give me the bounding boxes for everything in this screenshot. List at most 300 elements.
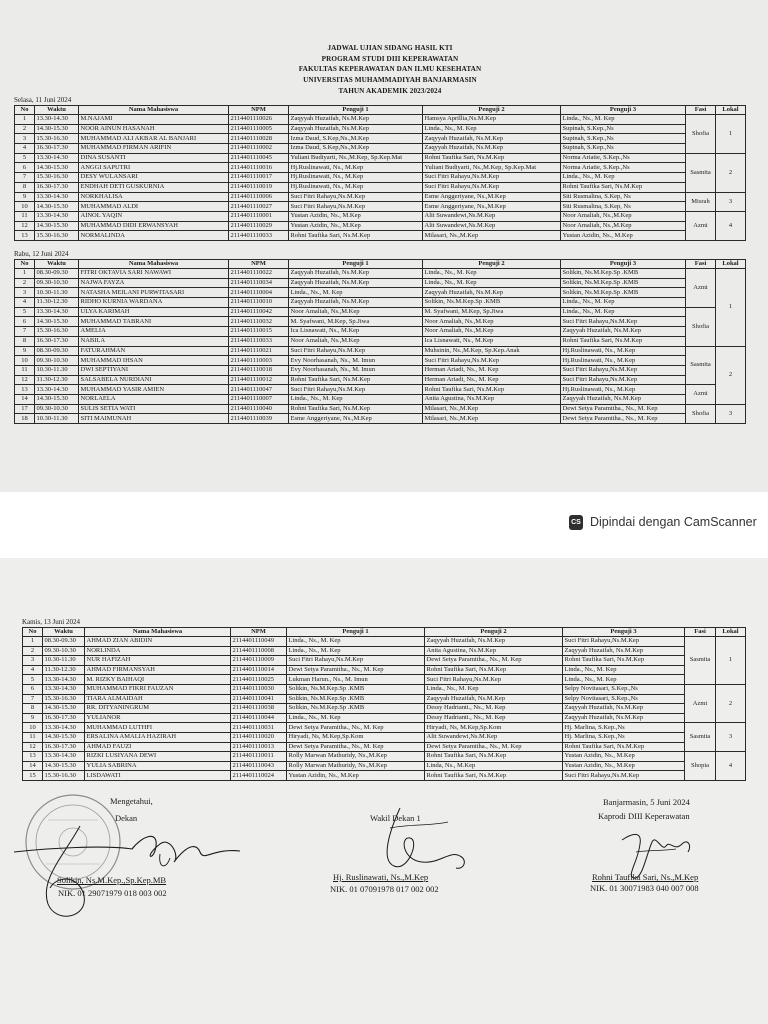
cell-nama-mahasiswa: NUR HAFIZAH <box>85 656 231 666</box>
cell-penguji-2: Ica Lisnawati, Ns., M.Kep <box>423 336 561 346</box>
cell-npm: 2114401110004 <box>229 288 289 298</box>
cell-penguji-2: Yuliani Budiyarti, Ns.,M.Kep, Sp.Kep.Mat <box>423 163 561 173</box>
title-line-3: FAKULTAS KEPERAWATAN DAN ILMU KESEHATAN <box>298 65 482 74</box>
cell-waktu: 14.30-15.30 <box>43 732 85 742</box>
cell-penguji-1: Solikin, Ns.M.Kep.Sp .KMB <box>287 694 425 704</box>
cell-penguji-2: Zaqyyah Huzaifah, Ns.M.Kep <box>423 288 561 298</box>
cell-no: 12 <box>23 742 43 752</box>
cell-no: 7 <box>23 694 43 704</box>
table-header-row <box>15 106 746 115</box>
cell-no: 13 <box>23 752 43 762</box>
table-row <box>15 192 746 202</box>
table-row <box>23 771 746 781</box>
cell-nama-mahasiswa: ULYA KARIMAH <box>79 307 229 317</box>
cell-waktu: 14.30-15.30 <box>35 317 79 327</box>
table-row <box>23 713 746 723</box>
title-line-2: PROGRAM STUDI DIII KEPERAWATAN <box>321 54 459 63</box>
cell-lokal: 4 <box>716 211 746 240</box>
cell-waktu: 08.30-09.30 <box>43 637 85 647</box>
cell-penguji-3: Selpy Novitasari, S.Kep.,Ns <box>563 694 685 704</box>
cell-penguji-3: Suci Fitri Rahayu,Ns.M.Kep <box>561 375 686 385</box>
cell-penguji-1: Lukman Harun., Ns., M. Imun <box>287 675 425 685</box>
cell-penguji-2: Linda., Ns., M. Kep <box>423 278 561 288</box>
table-row <box>23 665 746 675</box>
header-nama-mahasiswa: Nama Mahasiswa <box>85 628 231 637</box>
cell-penguji-3: Zaqyyah Huzaifah, Ns.M.Kep <box>561 327 686 337</box>
exam-table-selasa <box>14 105 746 241</box>
cell-penguji-1: Yustan Azidin, Ns., M.Kep <box>289 211 423 221</box>
table-row <box>15 163 746 173</box>
cell-waktu: 09.30-10.30 <box>35 356 79 366</box>
cell-fasi: Shofia <box>686 307 716 346</box>
cell-waktu: 13.30-14.30 <box>43 752 85 762</box>
header-penguji-3: Penguji 3 <box>563 628 685 637</box>
cell-penguji-2: Esme Anggeriyane, Ns.,M.Kep <box>423 192 561 202</box>
table-row <box>15 317 746 327</box>
cell-penguji-1: Ica Lisnawati, Ns., M.Kep <box>289 327 423 337</box>
cell-penguji-3: Hj.Ruslinawati, Ns., M.Kep <box>561 346 686 356</box>
cell-waktu: 14.30-15.30 <box>43 761 85 771</box>
header-fasi: Fasi <box>686 106 716 115</box>
cell-penguji-1: Rohni Taufika Sari, Ns.M.Kep <box>289 231 423 241</box>
cell-no: 10 <box>15 202 35 212</box>
cell-no: 5 <box>15 307 35 317</box>
cell-nama-mahasiswa: RIDHO KURNIA WARDANA <box>79 298 229 308</box>
cell-penguji-3: Hj. Marlina, S.Kep.,Ns <box>563 732 685 742</box>
cell-no: 4 <box>15 298 35 308</box>
cell-fasi: Shofia <box>686 115 716 154</box>
title-line-1: JADWAL UJIAN SIDANG HASIL KTI <box>327 44 453 52</box>
cell-lokal: 3 <box>716 192 746 211</box>
place-date: Banjarmasin, 5 Juni 2024 <box>603 797 690 807</box>
camscanner-label: Dipindai dengan CamScanner <box>590 515 757 529</box>
table-row <box>23 723 746 733</box>
cell-no: 12 <box>15 221 35 231</box>
cell-lokal: 4 <box>716 752 746 781</box>
cell-npm: 2114401110025 <box>231 675 287 685</box>
cell-penguji-3: Dewi Setya Paramitha., Ns., M. Kep <box>561 404 686 414</box>
table-row <box>15 336 746 346</box>
cell-penguji-3: Suci Fitri Rahayu,Ns.M.Kep <box>561 317 686 327</box>
cell-penguji-1: Linda., Ns., M. Kep <box>287 713 425 723</box>
day-label-selasa: Selasa, 11 Juni 2024 <box>14 96 72 104</box>
cell-waktu: 09.30-10.30 <box>43 646 85 656</box>
cell-waktu: 16.30-17.30 <box>35 182 79 192</box>
cell-nama-mahasiswa: DESY WULANSARI <box>79 173 229 183</box>
header-npm: NPM <box>229 106 289 115</box>
cell-penguji-2: Zaqyyah Huzaifah, Ns.M.Kep <box>423 144 561 154</box>
cell-npm: 2114401110013 <box>231 742 287 752</box>
table-row <box>15 211 746 221</box>
exam-table-kamis <box>22 627 746 781</box>
cell-nama-mahasiswa: SALSABELA NURDIANI <box>79 375 229 385</box>
cell-penguji-2: Linda., Ns., M. Kep <box>425 684 563 694</box>
cell-no: 7 <box>15 327 35 337</box>
cell-penguji-2: Hiryadi, Ns, M.Kep,Sp.Kom <box>425 723 563 733</box>
cell-penguji-1: Evy Noorhasanah, Ns., M. Imun <box>289 356 423 366</box>
camscanner-badge <box>569 512 757 532</box>
cell-waktu: 15.30-16.30 <box>35 134 79 144</box>
cell-fasi: Sasmita <box>686 153 716 192</box>
camscanner-logo-icon: CS <box>569 515 583 530</box>
cell-waktu: 15.30-16.30 <box>35 173 79 183</box>
cell-npm: 2114401110049 <box>231 637 287 647</box>
cell-penguji-2: Suci Fitri Rahayu,Ns.M.Kep <box>423 173 561 183</box>
cell-nama-mahasiswa: YULIANOR <box>85 713 231 723</box>
cell-penguji-1: Yuliani Budiyarti, Ns.,M.Kep, Sp.Kep.Mat <box>289 153 423 163</box>
cell-no: 15 <box>23 771 43 781</box>
dekan-nik: NIK. 01 29071979 018 003 002 <box>58 888 167 898</box>
cell-penguji-2: M. Syafwani, M.Kep, Sp.Jiwa <box>423 307 561 317</box>
cell-npm: 2114401110029 <box>229 221 289 231</box>
table-row <box>23 752 746 762</box>
kaprodi-title: Kaprodi DIII Keperawatan <box>598 811 690 821</box>
cell-nama-mahasiswa: NOOR AINUN HASANAH <box>79 124 229 134</box>
cell-penguji-3: Norma Ariatie, S.Kep.,Ns <box>561 163 686 173</box>
header-lokal: Lokal <box>716 628 746 637</box>
cell-nama-mahasiswa: NABILA <box>79 336 229 346</box>
table-row <box>15 134 746 144</box>
cell-nama-mahasiswa: ANGGI SAPUTRI <box>79 163 229 173</box>
cell-penguji-1: Zaqyyah Huzaifah, Ns.M.Kep <box>289 278 423 288</box>
cell-npm: 2114401110039 <box>229 414 289 424</box>
cell-nama-mahasiswa: NORLAELA <box>79 394 229 404</box>
cell-npm: 2114401110012 <box>229 375 289 385</box>
cell-npm: 2114401110020 <box>231 732 287 742</box>
table-header-row <box>23 628 746 637</box>
cell-penguji-2: Milasari, Ns.,M.Kep <box>423 404 561 414</box>
cell-penguji-1: Esme Anggeriyane, Ns.,M.Kep <box>289 414 423 424</box>
cell-penguji-3: Solikin, Ns.M.Kep.Sp .KMB <box>561 288 686 298</box>
cell-penguji-2: Noor Amaliah, Ns.,M.Kep <box>423 327 561 337</box>
cell-npm: 2114401110022 <box>229 269 289 279</box>
cell-nama-mahasiswa: AHMAD ZIAN ABIDIN <box>85 637 231 647</box>
cell-no: 3 <box>23 656 43 666</box>
cell-penguji-2: Suci Fitri Rahayu,Ns.M.Kep <box>423 182 561 192</box>
cell-lokal: 2 <box>716 346 746 404</box>
table-row <box>15 298 746 308</box>
cell-penguji-1: Zaqyyah Huzaifah, Ns.M.Kep <box>289 115 423 125</box>
header-nama-mahasiswa: Nama Mahasiswa <box>79 106 229 115</box>
cell-penguji-3: Suci Fitri Rahayu,Ns.M.Kep <box>563 637 685 647</box>
cell-penguji-3: Rohni Taufika Sari, Ns.M.Kep <box>563 656 685 666</box>
table-row <box>15 375 746 385</box>
cell-no: 3 <box>15 288 35 298</box>
cell-penguji-1: Dewi Setya Paramitha., Ns., M. Kep <box>287 665 425 675</box>
cell-npm: 2114401110041 <box>231 694 287 704</box>
cell-fasi: Sasmita <box>686 346 716 385</box>
header-waktu: Waktu <box>35 260 79 269</box>
table-row <box>23 732 746 742</box>
cell-penguji-2: Zaqyyah Huzaifah, Ns.M.Kep <box>425 694 563 704</box>
table-row <box>23 704 746 714</box>
table-row <box>15 307 746 317</box>
cell-fasi: Azmi <box>686 269 716 308</box>
cell-no: 10 <box>15 356 35 366</box>
cell-lokal: 2 <box>716 684 746 722</box>
cell-waktu: 11.30-12.30 <box>35 298 79 308</box>
header-penguji-1: Penguji 1 <box>289 260 423 269</box>
cell-penguji-2: Rohni Taufika Sari, Ns.M.Kep <box>425 771 563 781</box>
cell-penguji-2: Anita Agustina, Ns.M.Kep <box>423 394 561 404</box>
cell-no: 11 <box>15 211 35 221</box>
day-label-kamis: Kamis, 13 Juni 2024 <box>22 618 80 626</box>
cell-waktu: 13.30-14.30 <box>35 115 79 125</box>
wakil-dekan-nik: NIK. 01 07091978 017 002 002 <box>330 884 439 894</box>
table-row <box>15 288 746 298</box>
table-row <box>15 153 746 163</box>
cell-penguji-1: Linda., Ns., M. Kep <box>287 637 425 647</box>
cell-npm: 2114401110033 <box>229 336 289 346</box>
cell-nama-mahasiswa: M. RIZKY BAIHAQI <box>85 675 231 685</box>
cell-penguji-2: Esme Anggeriyane, Ns.,M.Kep <box>423 202 561 212</box>
table-row <box>15 327 746 337</box>
cell-no: 4 <box>23 665 43 675</box>
table-row <box>15 346 746 356</box>
cell-npm: 2114401110017 <box>229 173 289 183</box>
header-penguji-3: Penguji 3 <box>561 260 686 269</box>
cell-nama-mahasiswa: NORKHALISA <box>79 192 229 202</box>
cell-nama-mahasiswa: MUHAMMAD FIRMAN ARIFIN <box>79 144 229 154</box>
cell-fasi: Misrah <box>686 192 716 211</box>
cell-npm: 2114401110015 <box>229 327 289 337</box>
header-waktu: Waktu <box>43 628 85 637</box>
cell-penguji-3: Hj.Ruslinawati, Ns., M.Kep <box>561 356 686 366</box>
header-penguji-1: Penguji 1 <box>289 106 423 115</box>
cell-penguji-3: Noor Amaliah, Ns.,M.Kep <box>561 211 686 221</box>
dekan-name: Solikin, Ns.M.Kep.,Sp.Kep.MB <box>57 875 167 885</box>
cell-penguji-1: Hj.Ruslinawati, Ns., M.Kep <box>289 163 423 173</box>
cell-nama-mahasiswa: ENDHAH DETI GUSKURNIA <box>79 182 229 192</box>
cell-penguji-1: Dewi Setya Paramitha., Ns., M. Kep <box>287 742 425 752</box>
cell-penguji-1: Suci Fitri Rahayu,Ns.M.Kep <box>289 202 423 212</box>
cell-penguji-1: Solikin, Ns.M.Kep.Sp .KMB <box>287 684 425 694</box>
cell-waktu: 13.30-14.30 <box>43 684 85 694</box>
cell-waktu: 10.30-11.30 <box>35 365 79 375</box>
cell-nama-mahasiswa: FITRI OKTAVIA SARI NAWAWI <box>79 269 229 279</box>
cell-penguji-2: Milasari, Ns.,M.Kep <box>423 231 561 241</box>
cell-penguji-2: Muhsinin, Ns.,M.Kep, Sp.Kep.Anak <box>423 346 561 356</box>
cell-penguji-1: Zaqyyah Huzaifah, Ns.M.Kep <box>289 269 423 279</box>
cell-npm: 2114401110028 <box>229 134 289 144</box>
cell-penguji-2: Dessy Hadrianti., Ns., M. Kep <box>425 704 563 714</box>
cell-nama-mahasiswa: AINOL YAQIN <box>79 211 229 221</box>
cell-npm: 2114401110030 <box>231 684 287 694</box>
cell-no: 3 <box>15 134 35 144</box>
cell-penguji-2: Suci Fitri Rahayu,Ns.M.Kep <box>425 675 563 685</box>
table-row <box>15 394 746 404</box>
cell-nama-mahasiswa: MUHAMMAD TABRANI <box>79 317 229 327</box>
cell-waktu: 13.30-14.30 <box>43 675 85 685</box>
cell-waktu: 15.30-16.30 <box>35 327 79 337</box>
cell-waktu: 09.30-10.30 <box>35 278 79 288</box>
cell-nama-mahasiswa: DINA SUSANTI <box>79 153 229 163</box>
cell-no: 5 <box>15 153 35 163</box>
cell-penguji-2: Herman Ariadi, Ns., M. Kep <box>423 365 561 375</box>
cell-penguji-2: Rohni Taufika Sari, Ns.M.Kep <box>423 385 561 395</box>
cell-npm: 2114401110021 <box>229 346 289 356</box>
cell-waktu: 08.30-09.30 <box>35 346 79 356</box>
cell-penguji-2: Zaqyyah Huzaifah, Ns.M.Kep <box>425 637 563 647</box>
cell-nama-mahasiswa: MUHAMMAD FIKRI FAUZAN <box>85 684 231 694</box>
cell-penguji-3: Zaqyyah Huzaifah, Ns.M.Kep <box>561 394 686 404</box>
title-line-5: TAHUN AKADEMIK 2023/2024 <box>338 86 442 95</box>
table-row <box>15 365 746 375</box>
table-row <box>23 761 746 771</box>
cell-penguji-3: Linda., Ns., M. Kep <box>561 307 686 317</box>
cell-waktu: 14.30-15.30 <box>35 124 79 134</box>
table-row <box>23 742 746 752</box>
cell-penguji-2: Noor Amaliah, Ns.,M.Kep <box>423 317 561 327</box>
cell-penguji-2: Alit Suwandewi,Ns.M.Kep <box>425 732 563 742</box>
table-row <box>15 221 746 231</box>
cell-penguji-3: Zaqyyah Huzaifah, Ns.M.Kep <box>563 646 685 656</box>
cell-npm: 2114401110042 <box>229 307 289 317</box>
header-npm: NPM <box>231 628 287 637</box>
cell-penguji-3: Supinah, S.Kep.,Ns <box>561 144 686 154</box>
document-title <box>190 43 590 97</box>
cell-penguji-2: Alit Suwandewi,Ns.M.Kep <box>423 211 561 221</box>
cell-no: 1 <box>15 269 35 279</box>
cell-penguji-3: Linda., Ns., M. Kep <box>561 115 686 125</box>
cell-waktu: 13.30-14.30 <box>35 307 79 317</box>
header-penguji-2: Penguji 2 <box>423 260 561 269</box>
cell-waktu: 13.30-14.30 <box>35 385 79 395</box>
header-npm: NPM <box>229 260 289 269</box>
cell-penguji-3: Hj. Marlina, S.Kep.,Ns <box>563 723 685 733</box>
cell-npm: 2114401110001 <box>229 211 289 221</box>
cell-penguji-3: Yustan Azidin, Ns., M.Kep <box>561 231 686 241</box>
cell-penguji-3: Zaqyyah Huzaifah, Ns.M.Kep <box>563 713 685 723</box>
cell-penguji-3: Solikin, Ns.M.Kep.Sp .KMB <box>561 269 686 279</box>
table-row <box>15 173 746 183</box>
header-penguji-3: Penguji 3 <box>561 106 686 115</box>
header-waktu: Waktu <box>35 106 79 115</box>
cell-penguji-2: Rohni Taufika Sari, Ns.M.Kep <box>425 665 563 675</box>
cell-waktu: 08.30-09.30 <box>35 269 79 279</box>
cell-no: 14 <box>15 394 35 404</box>
cell-fasi: Sasmita <box>685 723 716 752</box>
cell-penguji-2: Rohni Taufika Sari, Ns.M.Kep <box>425 752 563 762</box>
cell-penguji-3: Rohni Taufika Sari, Ns.M.Kep <box>563 742 685 752</box>
cell-waktu: 11.30-12.30 <box>43 665 85 675</box>
cell-penguji-3: Siti Rusmalina, S.Kep, Ns <box>561 202 686 212</box>
cell-penguji-2: Dewi Setya Paramitha., Ns., M. Kep <box>425 656 563 666</box>
table-row <box>15 231 746 241</box>
cell-nama-mahasiswa: RR. DITYANINGRUM <box>85 704 231 714</box>
cell-no: 12 <box>15 375 35 385</box>
cell-no: 7 <box>15 173 35 183</box>
header-no: No <box>23 628 43 637</box>
exam-table-rabu <box>14 259 746 424</box>
cell-npm: 2114401110034 <box>229 278 289 288</box>
cell-lokal: 1 <box>716 637 746 685</box>
cell-npm: 2114401110032 <box>229 317 289 327</box>
cell-npm: 2114401110026 <box>229 115 289 125</box>
kaprodi-nik: NIK. 01 30071983 040 007 008 <box>590 883 699 893</box>
cell-penguji-1: Suci Fitri Rahayu,Ns.M.Kep <box>289 192 423 202</box>
cell-penguji-1: Rohni Taufika Sari, Ns.M.Kep <box>289 375 423 385</box>
cell-nama-mahasiswa: AMELIA <box>79 327 229 337</box>
cell-waktu: 14.30-15.30 <box>43 704 85 714</box>
table-row <box>15 124 746 134</box>
table-row <box>15 182 746 192</box>
cell-no: 8 <box>15 336 35 346</box>
cell-no: 13 <box>15 385 35 395</box>
cell-nama-mahasiswa: YULIA SABRINA <box>85 761 231 771</box>
cell-penguji-3: Solikin, Ns.M.Kep.Sp .KMB <box>561 278 686 288</box>
cell-npm: 2114401110016 <box>229 163 289 173</box>
cell-no: 1 <box>23 637 43 647</box>
wakil-dekan-title: Wakil Dekan 1 <box>370 813 421 823</box>
cell-npm: 2114401110044 <box>231 713 287 723</box>
cell-no: 14 <box>23 761 43 771</box>
cell-fasi: Shofia <box>686 404 716 423</box>
cell-waktu: 14.30-15.30 <box>35 202 79 212</box>
wakil-dekan-signature <box>360 800 480 880</box>
cell-penguji-2: Dewi Setya Paramitha., Ns., M. Kep <box>425 742 563 752</box>
cell-npm: 2114401110007 <box>229 394 289 404</box>
cell-npm: 2114401110002 <box>229 144 289 154</box>
cell-nama-mahasiswa: ERSALINA AMALIA HAZIRAH <box>85 732 231 742</box>
cell-penguji-1: Yustan Azidin, Ns., M.Kep <box>287 771 425 781</box>
cell-npm: 2114401110011 <box>231 752 287 762</box>
cell-no: 13 <box>15 231 35 241</box>
cell-penguji-3: Dewi Setya Paramitha., Ns., M. Kep <box>561 414 686 424</box>
header-penguji-2: Penguji 2 <box>425 628 563 637</box>
cell-npm: 2114401110005 <box>229 124 289 134</box>
cell-lokal: 3 <box>716 404 746 423</box>
cell-nama-mahasiswa: NORLINDA <box>85 646 231 656</box>
cell-waktu: 13.30-14.30 <box>43 723 85 733</box>
cell-waktu: 14.30-15.30 <box>35 163 79 173</box>
cell-npm: 2114401110008 <box>231 646 287 656</box>
cell-waktu: 16.30-17.30 <box>43 713 85 723</box>
cell-penguji-1: Rolly Marwan Mathuridy, Ns.,M.Kep <box>287 761 425 771</box>
cell-nama-mahasiswa: NATASHA MEILANI PURWITASARI <box>79 288 229 298</box>
header-lokal: Lokal <box>716 260 746 269</box>
cell-nama-mahasiswa: FATURAHMAN <box>79 346 229 356</box>
cell-penguji-1: Rolly Marwan Mathuridy, Ns.,M.Kep <box>287 752 425 762</box>
cell-no: 8 <box>23 704 43 714</box>
cell-penguji-1: Evy Noorhasanah, Ns., M. Imun <box>289 365 423 375</box>
cell-waktu: 15.30-16.30 <box>35 231 79 241</box>
header-nama-mahasiswa: Nama Mahasiswa <box>79 260 229 269</box>
cell-penguji-3: Linda., Ns., M. Kep <box>561 298 686 308</box>
cell-penguji-1: Izma Daud, S.Kep,Ns.,M.Kep <box>289 134 423 144</box>
day-label-rabu: Rabu, 12 Juni 2024 <box>14 250 69 258</box>
cell-penguji-1: Suci Fitri Rahayu,Ns.M.Kep <box>287 656 425 666</box>
cell-fasi: Azmi <box>685 684 716 722</box>
cell-waktu: 16.30-17.30 <box>35 336 79 346</box>
table-row <box>23 656 746 666</box>
cell-npm: 2114401110045 <box>229 153 289 163</box>
cell-nama-mahasiswa: MUHAMMAD ALDI <box>79 202 229 212</box>
cell-no: 2 <box>15 124 35 134</box>
table-row <box>23 684 746 694</box>
cell-penguji-2: Linda, Ns., M.Kep <box>425 761 563 771</box>
cell-waktu: 15.30-16.30 <box>43 771 85 781</box>
cell-lokal: 3 <box>716 723 746 752</box>
cell-npm: 2114401110003 <box>229 356 289 366</box>
cell-penguji-2: Herman Ariadi, Ns., M. Kep <box>423 375 561 385</box>
cell-nama-mahasiswa: RIZKI LUSIYANA DEWI <box>85 752 231 762</box>
cell-penguji-3: Yustan Azidin, Ns., M.Kep <box>563 761 685 771</box>
cell-penguji-3: Suci Fitri Rahayu,Ns.M.Kep <box>563 771 685 781</box>
cell-waktu: 10.30-11.30 <box>35 288 79 298</box>
dekan-title: Dekan <box>115 813 138 823</box>
cell-penguji-2: Linda., Ns., M. Kep <box>423 269 561 279</box>
